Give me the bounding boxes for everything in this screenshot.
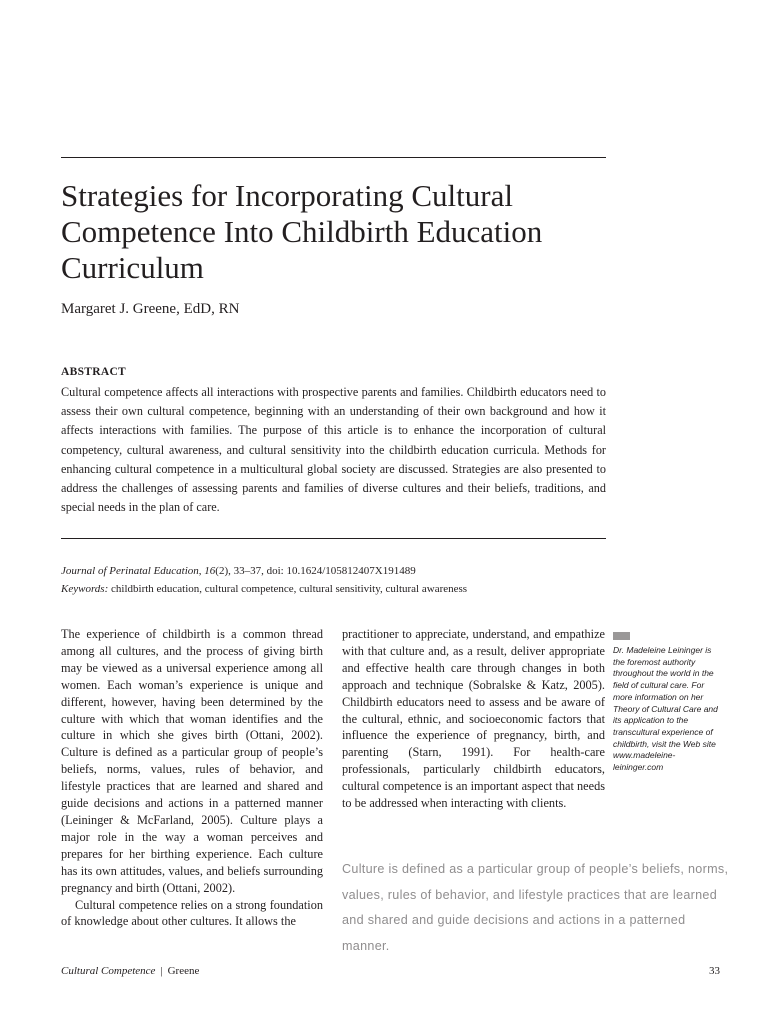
web-icon [613, 632, 630, 640]
citation-details: (2), 33–37, doi: 10.1624/105812407X191489 [215, 565, 416, 577]
body-paragraph: Cultural competence relies on a strong foundation of knowledge about other cultures. It allows the [61, 897, 323, 929]
sidebar-note: Dr. Madeleine Leininger is the foremost authority throughout the world in the field of cultural care. For more information on her Theory of Cultural Care and its application to the transcultural experience of childbirth, visit the Web site www.madeleine-leininger.com [613, 645, 718, 773]
citation-block [61, 562, 606, 598]
abstract-rule [61, 538, 606, 539]
top-rule [61, 157, 606, 158]
keywords-line [61, 580, 606, 598]
body-paragraph: practitioner to appreciate, understand, and empathize with that culture and, as a result, deliver appropriate and effective health care through changes in both approach and technique (Sobralske & Katz, 2005). Childbirth educators need to assess and be aware of the cultural, ethnic, and socioeconomic factors that influence the experience of pregnancy, birth, and parenting (Starn, 1991). For health-care professionals, particularly childbirth educators, cultural competence is an important aspect that needs to be addressed when interacting with clients. [342, 627, 605, 811]
body-column-middle [342, 626, 605, 812]
page-number: 33 [709, 965, 720, 977]
citation-line [61, 562, 606, 580]
journal-name: Journal of Perinatal Education [61, 565, 199, 577]
footer-separator: | [160, 965, 163, 977]
keywords-label: Keywords: [61, 583, 109, 595]
body-column-left [61, 626, 323, 930]
article-title: Strategies for Incorporating Cultural Competence Into Childbirth Education Curriculum [61, 178, 543, 285]
body-paragraph: The experience of childbirth is a common thread among all cultures, and the process of giving birth may be viewed as a universal experience among all women. Each woman’s experience is unique and different, however, having been determined by the culture with which that woman identifies and the culture in which she gives birth (Ottani, 2002). Culture is defined as a particular group of people’s beliefs, norms, values, rules of behavior, and lifestyle practices that are learned and shared and guide decisions and actions in a patterned manner (Leininger & McFarland, 2005). Culture plays a major role in the way a woman perceives and prepares for her birthing experience. Each culture has its own attitudes, values, and beliefs surrounding pregnancy and birth (Ottani, 2002). [61, 627, 323, 895]
pull-quote: Culture is defined as a particular group of people’s beliefs, norms, values, rules of behavior, and lifestyle practices that are learned and shared and guide decisions and actions in a patterned manner. [342, 862, 729, 953]
running-author: Greene [167, 965, 200, 977]
running-footer [61, 965, 199, 977]
abstract-heading: ABSTRACT [61, 366, 127, 378]
article-author: Margaret J. Greene, EdD, RN [61, 301, 240, 317]
abstract-body: Cultural competence affects all interactions with prospective parents and families. Childbirth educators need to assess their own cultural competence, beginning with an understanding of their own background and how it affects interactions with families. The purpose of this article is to enhance the incorporation of cultural competency, cultural awareness, and cultural sensitivity into the childbirth education curricula. Methods for enhancing cultural competence in a multicultural global society are discussed. Strategies are also presented to address the challenges of assessing parents and families of diverse cultures and their beliefs, traditions, and special needs in the plan of care. [61, 385, 606, 515]
journal-volume: 16 [204, 565, 216, 577]
citation-comma: , [198, 565, 205, 577]
keywords-list: childbirth education, cultural competence, cultural sensitivity, cultural awareness [108, 583, 468, 595]
running-title: Cultural Competence [61, 965, 156, 977]
